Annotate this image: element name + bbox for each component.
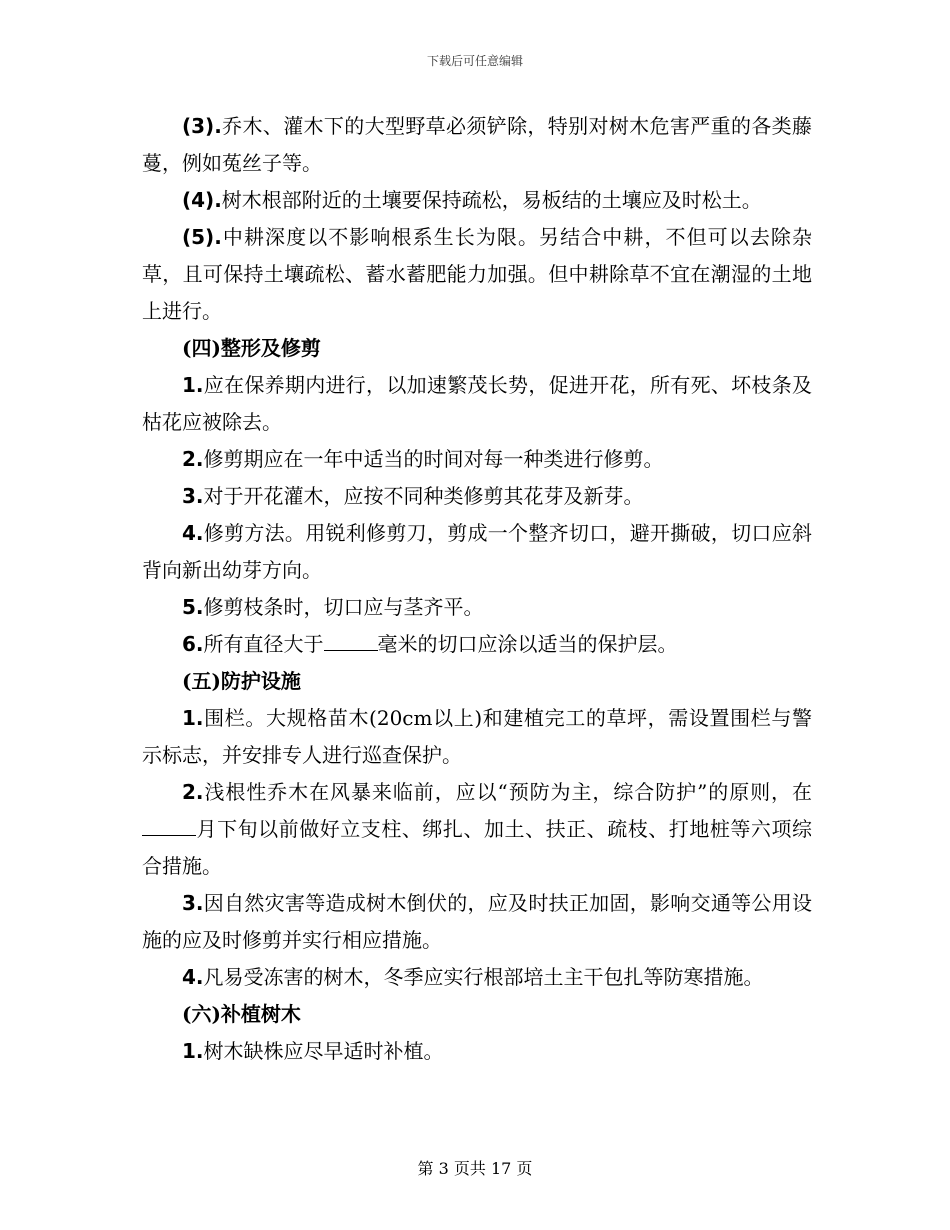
section-heading-replanting: (六)补植树木 bbox=[182, 1002, 301, 1026]
item-text: 因自然灾害等造成树木倒伏的，应及时扶正加固，影响交通等公用设施的应及时修剪并实行相应措施。 bbox=[142, 891, 812, 952]
paragraph-text: 乔木、灌木下的大型野草必须铲除，特别对树木危害严重的各类藤蔓，例如菟丝子等。 bbox=[142, 114, 812, 175]
list-item bbox=[142, 367, 812, 441]
document-body bbox=[142, 108, 812, 1070]
item-number: 6. bbox=[182, 632, 204, 656]
list-item bbox=[142, 700, 812, 774]
page-footer: 第 3 页共 17 页 bbox=[417, 1159, 533, 1178]
list-item bbox=[142, 774, 812, 885]
paragraph-text: 树木根部附近的土壤要保持疏松，易板结的土壤应及时松土。 bbox=[221, 188, 762, 212]
item-number: 1. bbox=[182, 373, 204, 397]
section-heading-protection: (五)防护设施 bbox=[182, 669, 301, 693]
list-item bbox=[142, 959, 812, 996]
paragraph-5 bbox=[142, 219, 812, 330]
item-number: (4). bbox=[182, 188, 222, 212]
item-number: 1. bbox=[182, 706, 204, 730]
fill-in-blank bbox=[142, 817, 196, 836]
section-heading-pruning: (四)整形及修剪 bbox=[182, 336, 321, 360]
item-number: 3. bbox=[182, 891, 204, 915]
paragraph-4 bbox=[142, 182, 812, 219]
item-number: 4. bbox=[182, 965, 204, 989]
fill-in-blank bbox=[324, 632, 378, 651]
list-item bbox=[142, 885, 812, 959]
item-number: 4. bbox=[182, 521, 204, 545]
item-number: (5). bbox=[182, 225, 222, 249]
item-text: 浅根性乔木在风暴来临前，应以“预防为主，综合防护”的原则，在 bbox=[203, 780, 812, 804]
item-number: 2. bbox=[182, 780, 204, 804]
item-number: 3. bbox=[182, 484, 204, 508]
item-text: 对于开花灌木，应按不同种类修剪其花芽及新芽。 bbox=[203, 484, 644, 508]
item-text: 所有直径大于 bbox=[203, 632, 324, 656]
list-item bbox=[142, 441, 812, 478]
item-number: 2. bbox=[182, 447, 204, 471]
item-number: 5. bbox=[182, 595, 204, 619]
list-item bbox=[142, 515, 812, 589]
item-text: 树木缺株应尽早适时补植。 bbox=[203, 1039, 444, 1063]
item-text: 毫米的切口应涂以适当的保护层。 bbox=[377, 632, 678, 656]
list-item bbox=[142, 478, 812, 515]
item-text: 应在保养期内进行，以加速繁茂长势，促进开花，所有死、坏枝条及枯花应被除去。 bbox=[142, 373, 812, 434]
item-text: 修剪期应在一年中适当的时间对每一种类进行修剪。 bbox=[203, 447, 664, 471]
item-text: 月下旬以前做好立支柱、绑扎、加土、扶正、疏枝、打地桩等六项综合措施。 bbox=[142, 817, 812, 878]
item-text: 围栏。大规格苗木(20cm以上)和建植完工的草坪，需设置围栏与警示标志，并安排专人进行巡查保护。 bbox=[142, 706, 812, 767]
page-header: 下载后可任意编辑 bbox=[426, 54, 523, 68]
list-item bbox=[142, 626, 812, 663]
paragraph-text: 中耕深度以不影响根系生长为限。另结合中耕，不但可以去除杂草，且可保持土壤疏松、蓄水蓄肥能力加强。但中耕除草不宜在潮湿的土地上进行。 bbox=[142, 225, 812, 323]
item-text: 修剪方法。用锐利修剪刀，剪成一个整齐切口，避开撕破，切口应斜背向新出幼芽方向。 bbox=[142, 521, 812, 582]
list-item bbox=[142, 589, 812, 626]
list-item bbox=[142, 1033, 812, 1070]
item-number: 1. bbox=[182, 1039, 204, 1063]
item-text: 凡易受冻害的树木，冬季应实行根部培土主干包扎等防寒措施。 bbox=[203, 965, 764, 989]
paragraph-3 bbox=[142, 108, 812, 182]
item-text: 修剪枝条时，切口应与茎齐平。 bbox=[203, 595, 484, 619]
item-number: (3). bbox=[182, 114, 222, 138]
